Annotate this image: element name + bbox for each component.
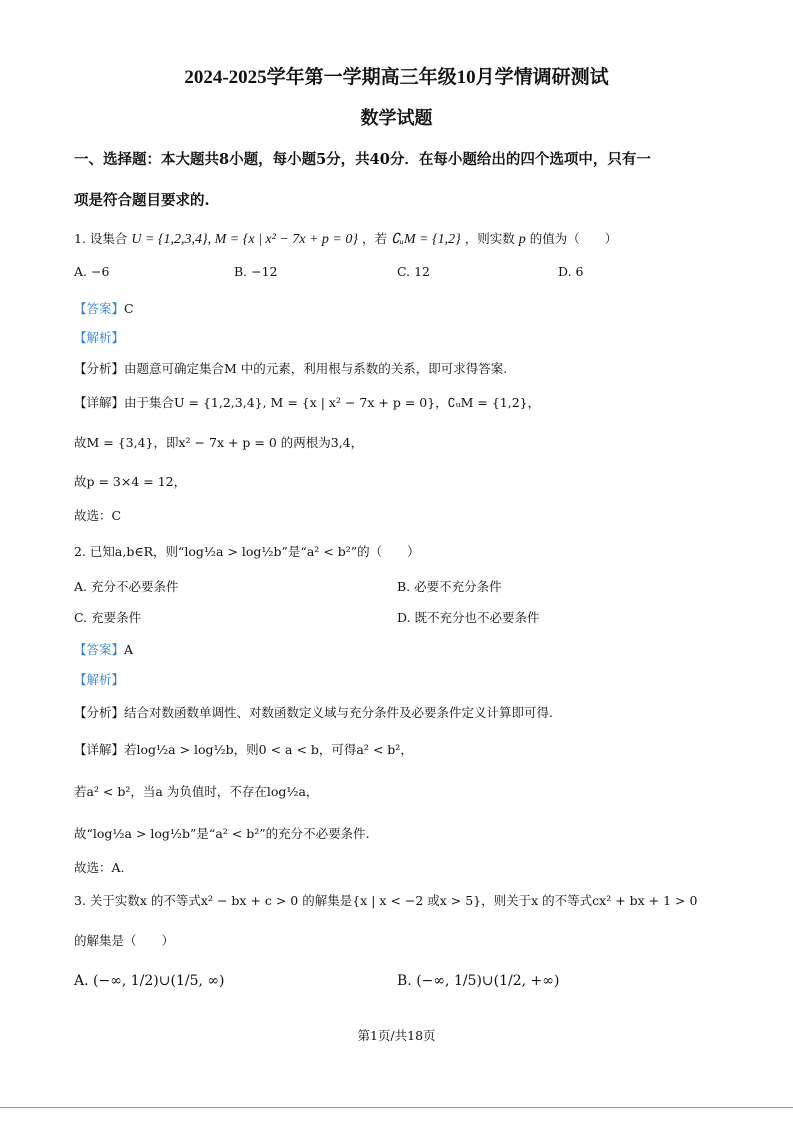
q1-stem-c: ，则实数 [464,231,515,246]
q1-option-c: C. 12 [397,264,430,279]
page-footer: 第1页/共18页 [357,1028,436,1043]
q1-option-b: B. −12 [234,264,278,279]
q2-option-b: B. 必要不充分条件 [397,579,502,594]
q3-stem-line1: 3. 关于实数x 的不等式x² − bx + c > 0 的解集是{x | x < −2 或x > 5}，则关于x 的不等式cx² + bx + 1 > 0 [74,893,698,908]
fenxi-tag: 【分析】 [74,705,125,720]
section-heading-line2: 项是符合题目要求的. [74,192,210,209]
q2-xiangjie-line3: 故“log½a > log½b”是“a² < b²”的充分不必要条件. [74,826,370,841]
q1-xiangjie-line1 [74,393,540,411]
q2-answer [74,640,133,658]
q2-xiangjie-line1 [74,740,413,758]
answer-tag: 【答案】 [74,301,125,316]
q1-fenxi [74,359,507,377]
q3-option-b: B. (−∞, 1/5)∪(1/2, +∞) [397,973,560,989]
xiangjie-tag: 【详解】 [74,742,125,757]
q2-option-c: C. 充要条件 [74,610,142,625]
page-title: 2024-2025学年第一学期高三年级10月学情调研测试 [184,67,609,88]
section-heading-line1: 一、选择题：本大题共8小题，每小题5分，共40分．在每小题给出的四个选项中，只有一 [74,151,651,168]
fenxi-text: 由题意可确定集合M 中的元素，利用根与系数的关系，即可求得答案. [124,361,508,376]
fenxi-text: 结合对数函数单调性、对数函数定义域与充分条件及必要条件定义计算即可得. [124,705,553,720]
answer-value: A [124,642,134,657]
q1-math-a: U = {1,2,3,4}, M = {x | x² − 7x + p = 0} [131,232,358,247]
q1-option-d: D. 6 [558,264,584,279]
page-subtitle: 数学试题 [360,108,433,128]
q2-option-a: A. 充分不必要条件 [74,579,179,594]
q1-stem-a: 1. 设集合 [74,231,128,246]
q1-analysis-tag: 【解析】 [74,330,125,345]
xiangjie-text: 若log½a > log½b，则0 < a < b，可得a² < b²， [124,742,413,757]
q1-math-b: ∁ᵤM = {1,2} [390,232,461,247]
q1-option-a: A. −6 [74,264,110,279]
q2-stem: 2. 已知a,b∈R，则“log½a > log½b”是“a² < b²”的（ ） [74,544,420,559]
fenxi-tag: 【分析】 [74,361,125,376]
answer-value: C [124,301,134,316]
q1-xiangjie-line3: 故p = 3×4 = 12， [74,474,187,489]
q1-xiangjie-line2: 故M = {3,4}，即x² − 7x + p = 0 的两根为3,4， [74,435,364,450]
bottom-divider [0,1107,793,1108]
q1-math-c: p [518,232,526,247]
q1-stem-b: ，若 [361,231,387,246]
q2-choose: 故选：A. [74,860,125,875]
q1-stem-d: 的值为（ ） [529,231,618,246]
q1-answer [74,299,134,317]
xiangjie-tag: 【详解】 [74,395,125,410]
q2-xiangjie-line2: 若a² < b²，当a 为负值时，不存在log½a， [74,784,319,799]
q3-stem-line2: 的解集是（ ） [74,933,175,948]
q1-choose: 故选：C [74,508,122,523]
q2-option-d: D. 既不充分也不必要条件 [397,610,540,625]
q3-option-a: A. (−∞, 1/2)∪(1/5, ∞) [74,973,225,989]
xiangjie-text: 由于集合U = {1,2,3,4}, M = {x | x² − 7x + p = 0}，∁ᵤM = {1,2}， [124,395,541,410]
q2-analysis-tag: 【解析】 [74,672,125,687]
q1-stem [74,229,617,248]
q2-fenxi [74,703,553,721]
answer-tag: 【答案】 [74,642,125,657]
